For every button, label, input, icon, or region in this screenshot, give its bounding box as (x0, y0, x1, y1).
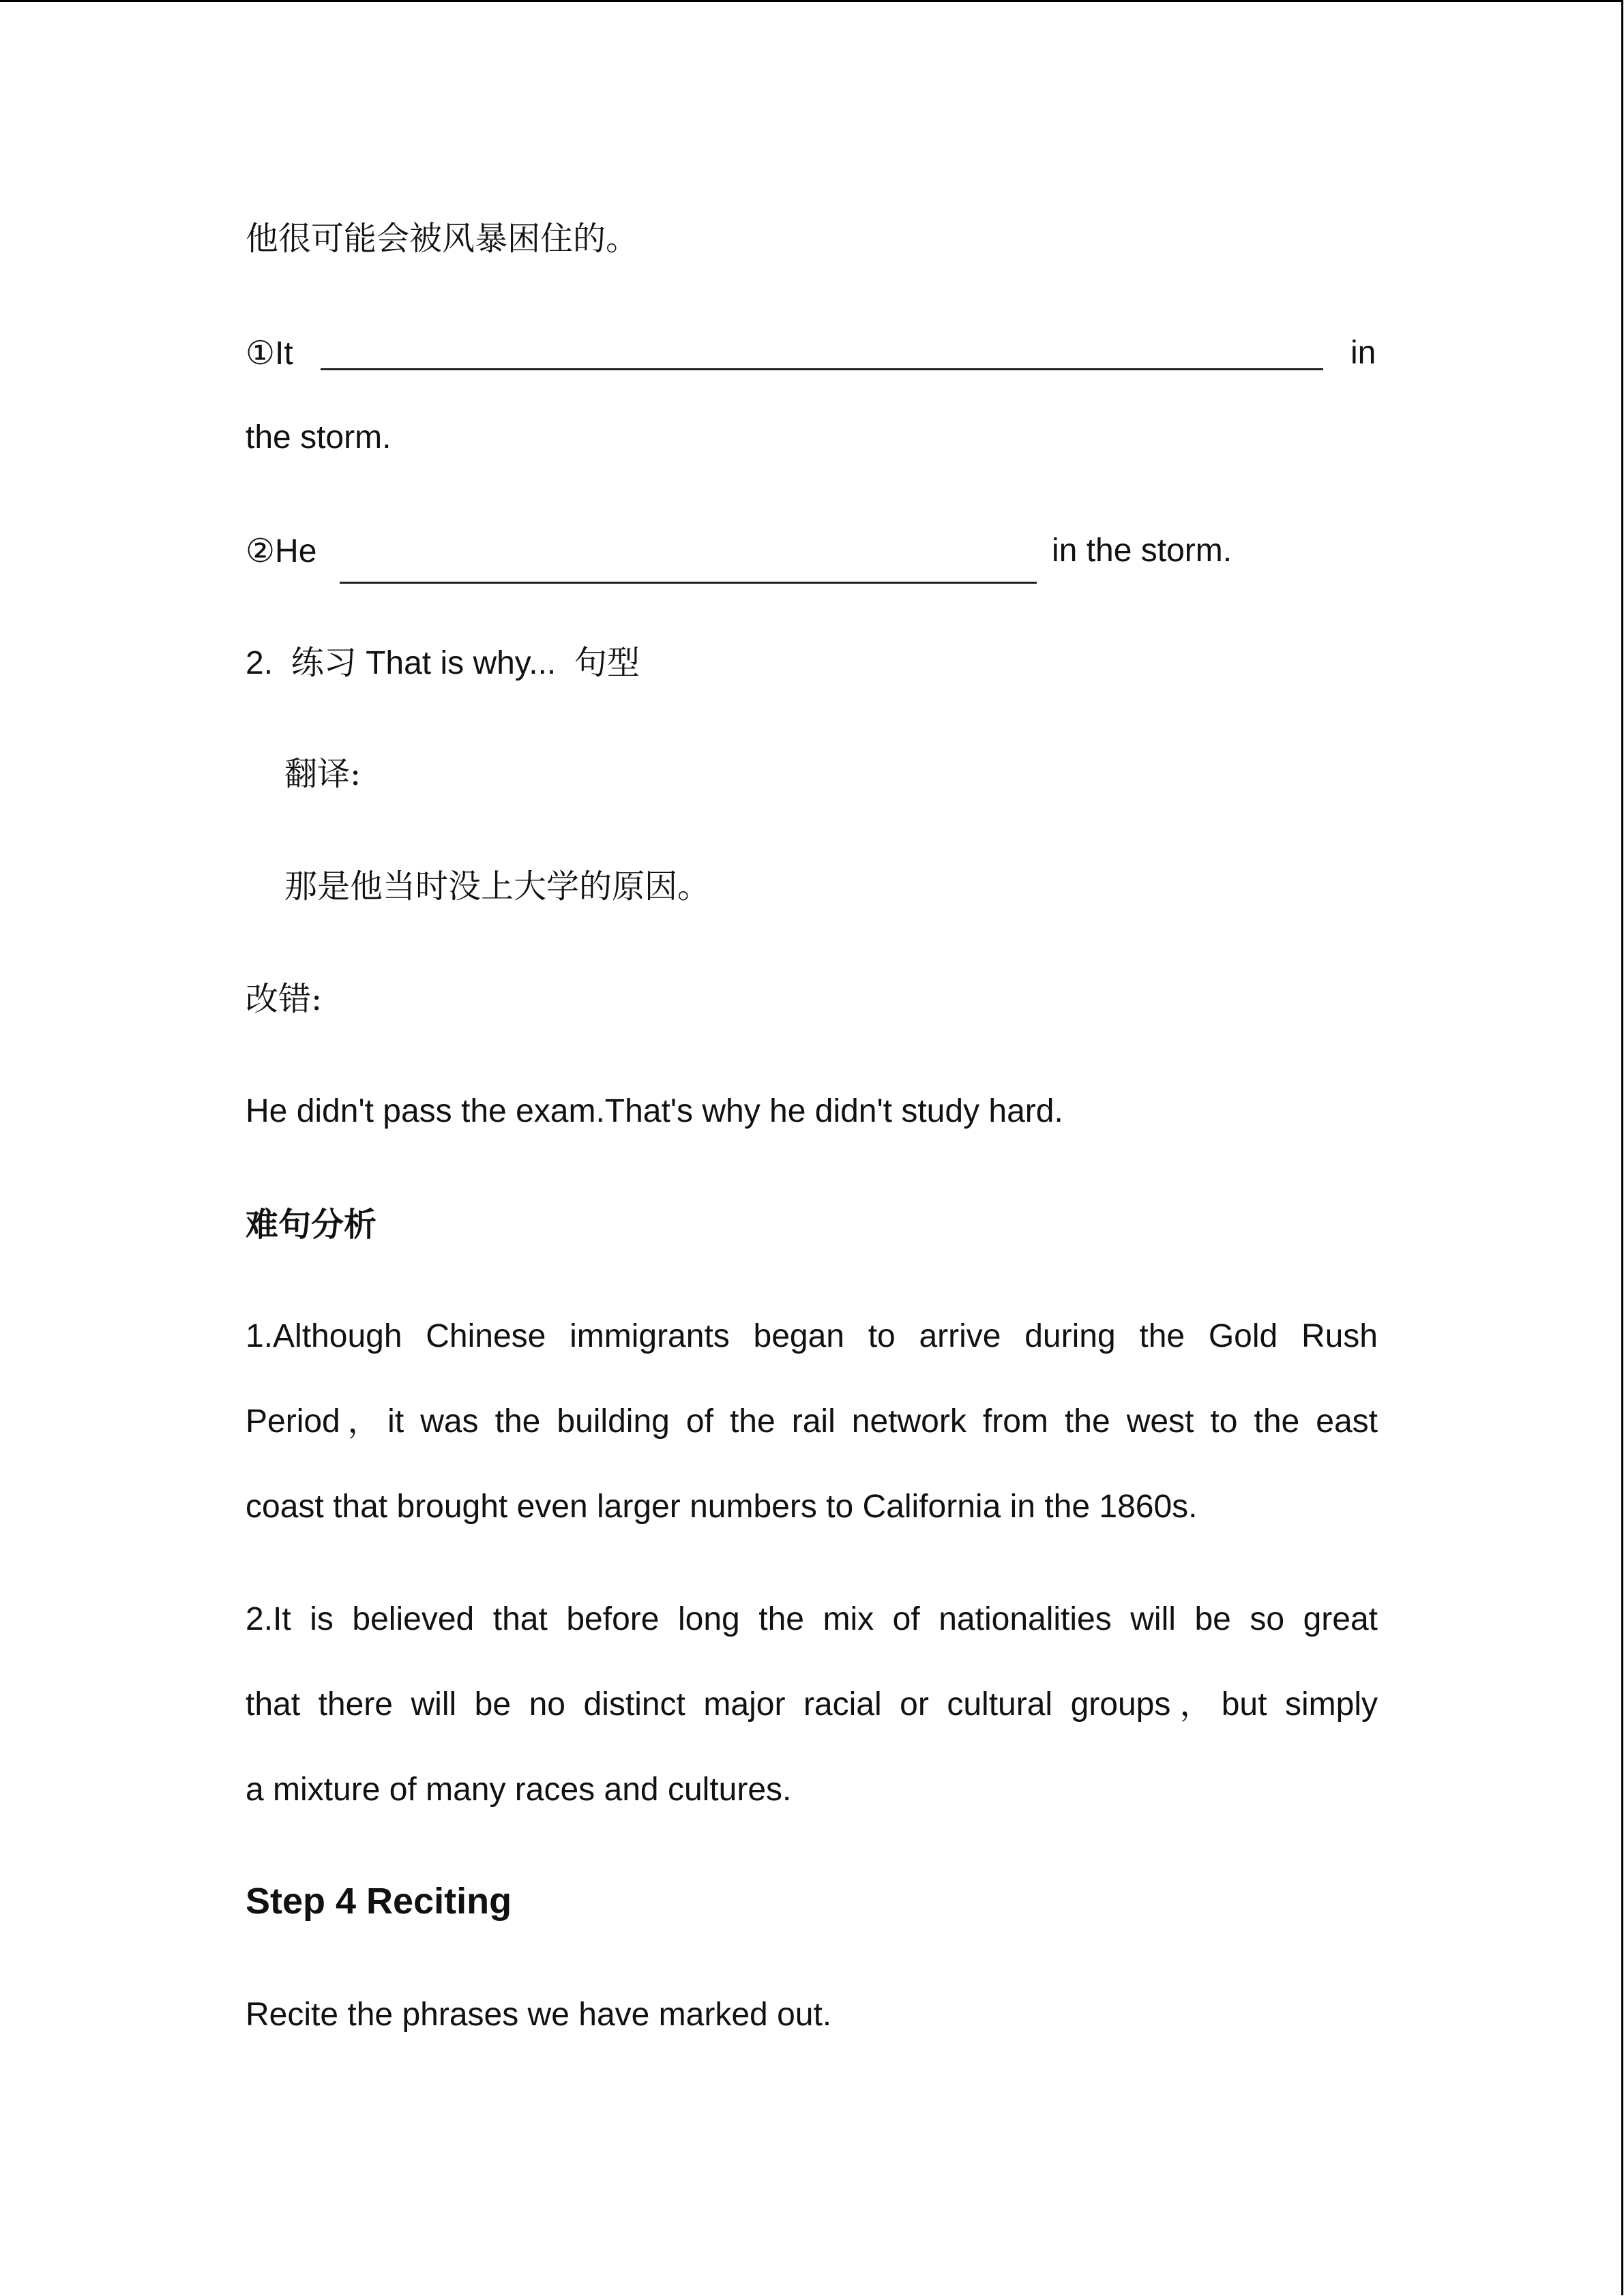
q1-end: in (1350, 335, 1376, 371)
item-2-sentence-type: 句型 (574, 644, 640, 682)
q2-start: He (275, 533, 317, 569)
item-2-pattern: That is why... (366, 645, 557, 681)
item-2-number: 2. (246, 645, 274, 681)
sentence-1-line-3: coast that brought even larger numbers to California in the 1860s. (246, 1489, 1198, 1525)
sentence-1-line-2: Period，it was the building of the rail network from the west to the east (246, 1403, 1378, 1440)
hard-sentences-heading: 难句分析 (246, 1206, 377, 1244)
sentence-2-line-2: that there will be no distinct major racial or cultural groups，but simply (246, 1686, 1378, 1723)
correct-label: 改错: (246, 980, 323, 1018)
q2-prefix (246, 531, 316, 572)
translate-text: 那是他当时没上大学的原因。 (284, 867, 711, 906)
q1-prefix (246, 333, 293, 374)
q1-answer-blank[interactable] (321, 368, 1323, 370)
sentence-2-line-3: a mixture of many races and cultures. (246, 1772, 792, 1808)
chinese-sentence: 他很可能会被风暴困住的。 (246, 220, 639, 258)
q1-continuation: the storm. (246, 419, 392, 456)
step-4-text: Recite the phrases we have marked out. (246, 1997, 832, 2033)
circled-number-2: ② (246, 532, 276, 570)
q2-answer-blank[interactable] (340, 582, 1037, 584)
circled-number-1: ① (246, 334, 276, 372)
item-2-practice: 练习 (291, 644, 357, 682)
q1-start: It (275, 336, 293, 372)
translate-label: 翻译: (284, 755, 361, 793)
q2-end: in the storm. (1052, 533, 1232, 569)
step-4-heading: Step 4 Reciting (246, 1881, 512, 1922)
sentence-2-line-1: 2.It is believed that before long the mix of nationalities will be so great (246, 1601, 1378, 1637)
sentence-1-line-1: 1.Although Chinese immigrants began to arrive during the Gold Rush (246, 1318, 1378, 1354)
item-2-heading (246, 642, 640, 684)
correct-text: He didn't pass the exam.That's why he didn't study hard. (246, 1093, 1063, 1129)
